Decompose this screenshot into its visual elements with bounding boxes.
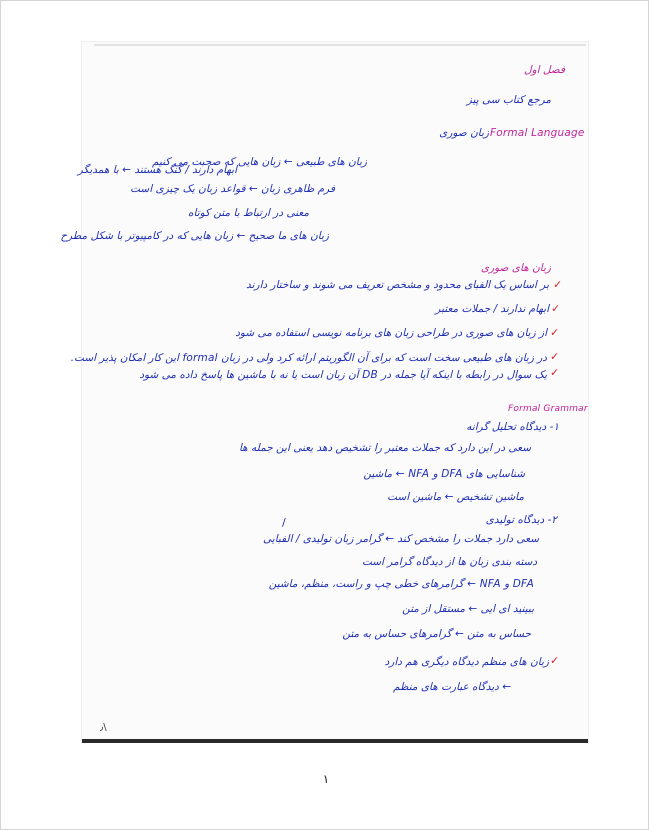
form-line: فرم ظاهری زبان ← قواعد زبان یک چیزی است bbox=[130, 183, 335, 195]
viewpoint-2-title: ۲- دیدگاه تولیدی bbox=[485, 514, 557, 526]
heading-formal-grammar: Formal Grammar bbox=[508, 404, 588, 414]
meaning-line: معنی در ارتباط با متن کوتاه bbox=[188, 207, 309, 219]
natural-language-note: ابهام دارند / گنگ هستند ← با همدیگر bbox=[77, 164, 237, 176]
natural-language-line: زبان های طبیعی ← زبان هایی که صحبت می کنیم bbox=[151, 156, 367, 168]
heading-formal-fa: زبان صوری bbox=[439, 127, 489, 139]
check-mark: ✓ bbox=[550, 326, 560, 339]
regular-language-subline: ← دیدگاه عبارت های منظم bbox=[393, 681, 511, 693]
check-mark: ✓ bbox=[551, 302, 561, 315]
formal-point-2: ابهام ندارند / جملات معتبر bbox=[435, 303, 549, 315]
formal-point-3: از زبان های صوری در طراحی زبان های برنامه نویسی استفاده می شود bbox=[235, 327, 547, 339]
check-mark: ✓ bbox=[550, 654, 560, 667]
viewpoint-2-line-a: سعی دارد جملات را مشخص کند ← گرامر زبان تولیدی / الفبایی bbox=[263, 533, 539, 545]
viewpoint-1-line-b: شناسایی های DFA و NFA ← ماشین bbox=[363, 468, 525, 480]
heading-formal-en: Formal Language bbox=[490, 127, 585, 139]
corner-mark: ٫\ bbox=[100, 722, 107, 733]
computer-line: زبان های ما صحیح ← زبان هایی که در کامپیوتر با شکل مطرح bbox=[60, 230, 329, 242]
heading-formal-langs: زبان های صوری bbox=[480, 262, 551, 274]
chapter-title: فصل اول bbox=[523, 64, 565, 76]
formal-point-5: یک سوال در رابطه با اینکه آیا جمله در DB آن زبان است یا نه با ماشین ها پاسخ داده می شود bbox=[139, 369, 547, 381]
viewpoint-1-line-a: سعی در این دارد که جملات معتبر را تشخیص دهد یعنی این جمله ها bbox=[238, 442, 531, 454]
check-mark: ✓ bbox=[550, 350, 560, 363]
viewpoint-2-line-c: DFA و NFA ← گرامرهای خطی چپ و راست، منظم، ماشین bbox=[268, 578, 534, 590]
viewpoint-2-line-b: دسته بندی زبان ها از دیدگاه گرامر است bbox=[361, 556, 537, 568]
tick-mark: / bbox=[282, 516, 286, 529]
regular-language-line: زبان های منظم دیدگاه دیگری هم دارد bbox=[384, 656, 549, 668]
check-mark: ✓ bbox=[553, 278, 563, 291]
viewpoint-2-line-e: حساس به متن ← گرامرهای حساس به متن bbox=[342, 628, 531, 640]
page-number: ١ bbox=[322, 772, 330, 786]
page-bottom-edge bbox=[82, 739, 588, 743]
intro-line: مرجع کتاب سی پیز bbox=[466, 94, 551, 106]
viewpoint-1-title: ۱- دیدگاه تحلیل گرانه bbox=[466, 421, 559, 433]
viewpoint-2-line-d: ببینید ای ایی ← مستقل از متن bbox=[402, 603, 534, 615]
viewpoint-1-line-c: ماشین تشخیص ← ماشین است bbox=[387, 491, 524, 503]
formal-point-4: در زبان های طبیعی سخت است که برای آن الگوریتم ارائه کرد ولی در زبان formal این کار امکان پذیر است. bbox=[70, 352, 547, 364]
page-top-edge bbox=[94, 44, 586, 46]
check-mark: ✓ bbox=[550, 366, 560, 379]
formal-point-1: بر اساس یک الفبای محدود و مشخص تعریف می شوند و ساختار دارند bbox=[246, 279, 549, 291]
